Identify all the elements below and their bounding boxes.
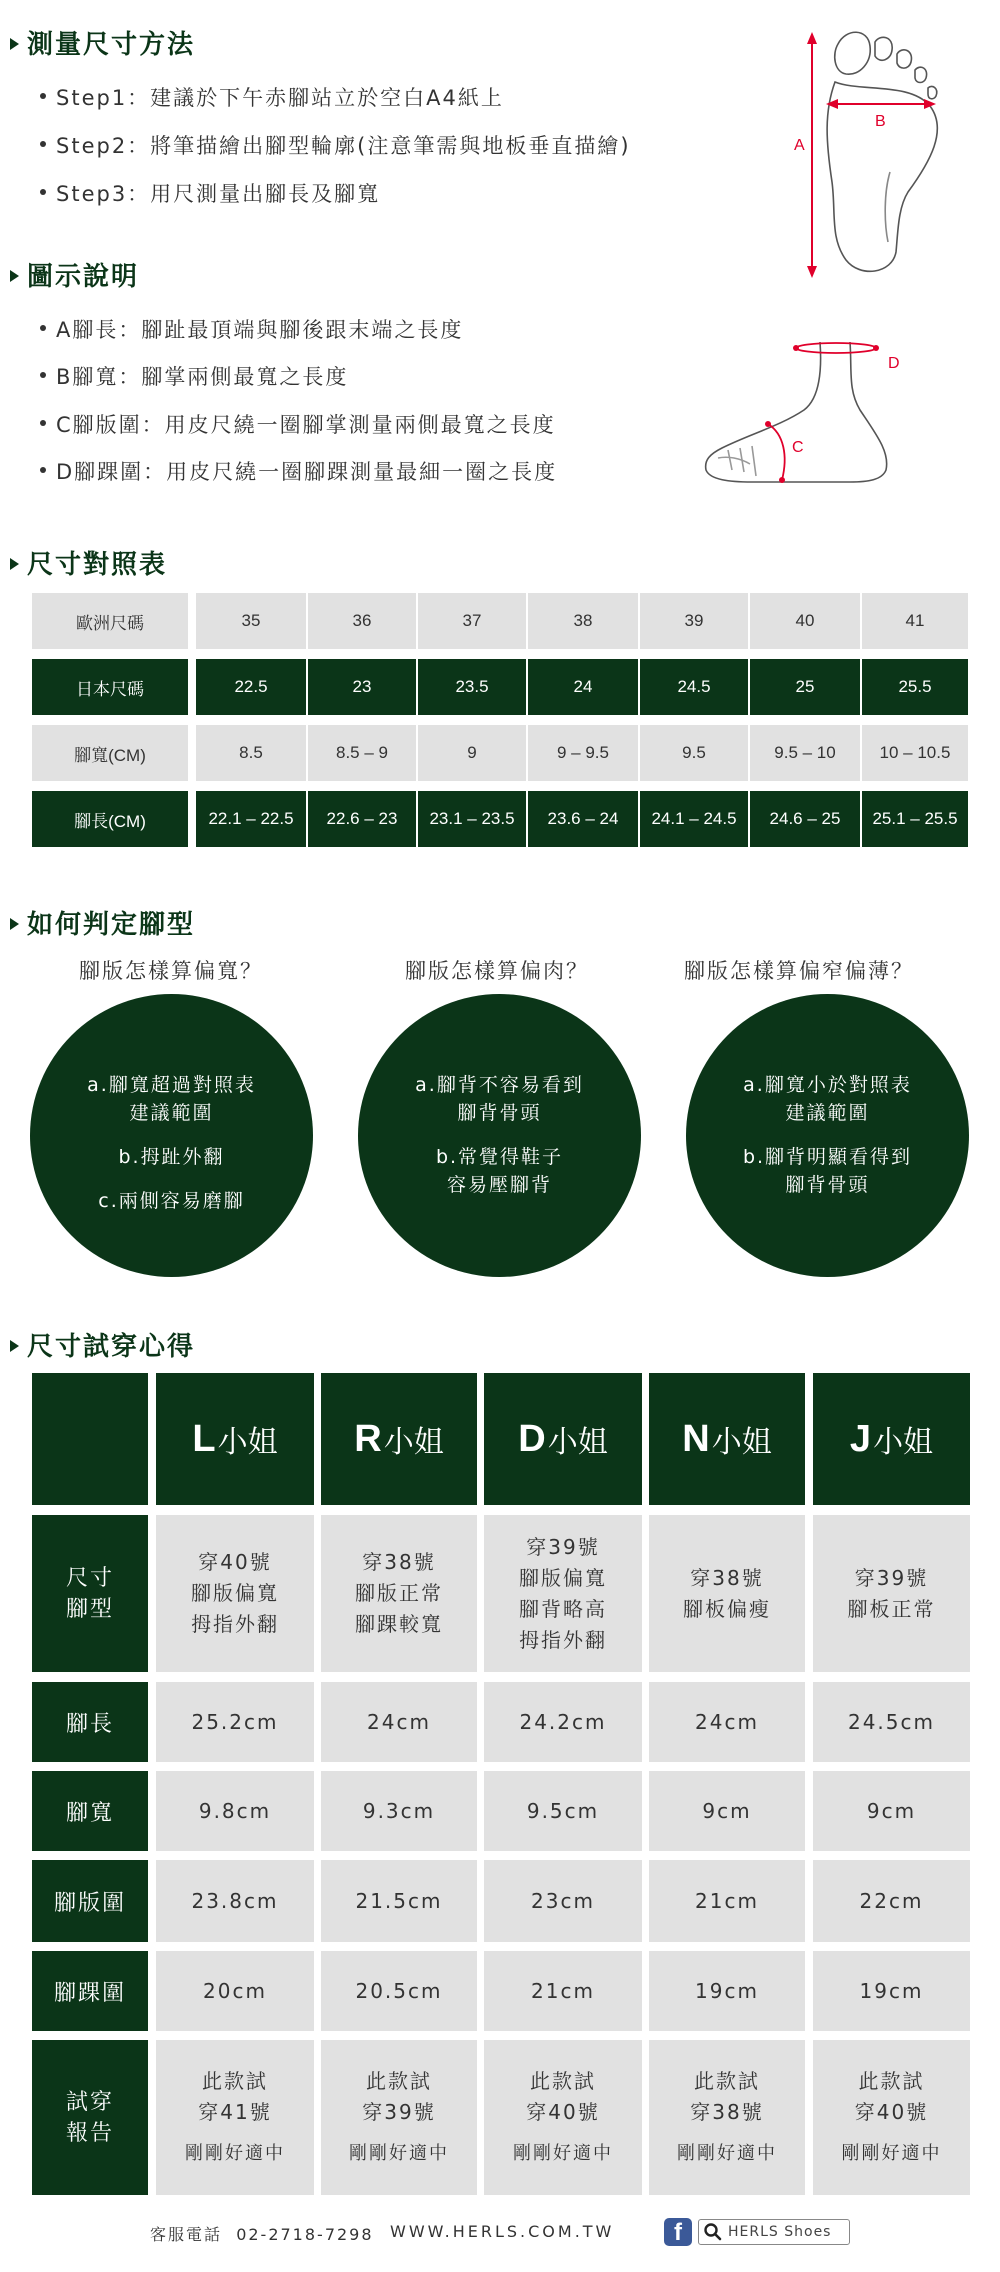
cell-line: 腳版偏寬 — [519, 1565, 607, 1590]
cell-line: 穿39號 — [854, 1565, 929, 1590]
facebook-icon[interactable]: f — [664, 2218, 692, 2246]
cell-line: 腳版正常 — [355, 1581, 443, 1605]
legend-item-d — [40, 456, 557, 486]
size-cell: 25.1 – 25.5 — [862, 791, 968, 847]
ball-cell: 23cm — [484, 1860, 642, 1942]
fitting-person-d — [484, 1373, 642, 1505]
size-cell: 24.5 — [640, 659, 750, 715]
row-label-line: 試穿 — [65, 2089, 114, 2115]
legend-item-a — [40, 314, 463, 344]
bullet-dot-icon — [40, 325, 46, 331]
size-cell: 22.6 – 23 — [308, 791, 418, 847]
legend-item-b — [40, 361, 348, 391]
footer-website-link[interactable]: WWW.HERLS.COM.TW — [390, 2222, 615, 2241]
size-row-eu — [32, 593, 968, 649]
size-row-jp — [32, 659, 968, 715]
label-a: A — [794, 137, 805, 154]
cell-line: 此款試 — [694, 2069, 760, 2093]
circle-line: c.兩側容易磨腳 — [98, 1190, 245, 1212]
section-title-size-chart — [10, 544, 167, 581]
section-title-legend — [10, 256, 139, 293]
row-label-line: 腳型 — [65, 1596, 114, 1622]
cell-line: 腳踝較寬 — [355, 1612, 443, 1636]
size-cell: 37 — [418, 593, 528, 649]
size-type-cell — [813, 1515, 970, 1672]
fitting-corner-cell — [32, 1373, 148, 1505]
person-suffix: 小姐 — [711, 1425, 772, 1460]
foot-type-question-fleshy: 腳版怎樣算偏肉？ — [405, 959, 589, 983]
size-cell: 9.5 – 10 — [750, 725, 862, 781]
size-cell: 24.1 – 24.5 — [640, 791, 750, 847]
row-label-line: 尺寸 — [65, 1565, 114, 1591]
cell-line: 穿40號 — [198, 1550, 272, 1574]
ankle-cell: 21cm — [484, 1951, 642, 2031]
label-b: B — [875, 113, 886, 130]
fitting-person-n — [649, 1373, 805, 1505]
row-label-line: 報告 — [65, 2120, 114, 2146]
cell-line: 腳板正常 — [847, 1596, 936, 1621]
step-text: Step3：用尺測量出腳長及腳寬 — [56, 182, 381, 206]
circle-line: 建議範圍 — [785, 1102, 870, 1124]
section-title-foot-type — [10, 904, 195, 941]
ankle-cell: 20.5cm — [321, 1951, 477, 2031]
foot-type-circle-wide — [30, 994, 313, 1277]
cell-line: 剛剛好適中 — [677, 2143, 777, 2164]
size-row-length — [32, 791, 968, 847]
size-cell: 24 — [528, 659, 640, 715]
ball-cell: 21cm — [649, 1860, 805, 1942]
size-cell: 9 – 9.5 — [528, 725, 640, 781]
size-cell: 36 — [308, 593, 418, 649]
foot-type-circle-fleshy — [358, 994, 641, 1277]
bullet-dot-icon — [40, 93, 46, 99]
cell-line: 穿40號 — [526, 2100, 600, 2124]
person-suffix: 小姐 — [383, 1425, 444, 1460]
cell-line: 腳背略高 — [519, 1596, 607, 1621]
size-cell: 23.1 – 23.5 — [418, 791, 528, 847]
circle-line: 容易壓腳背 — [446, 1174, 552, 1196]
size-cell: 41 — [862, 593, 968, 649]
cell-line: 拇指外翻 — [191, 1612, 279, 1636]
person-suffix: 小姐 — [547, 1425, 608, 1460]
cell-line: 剛剛好適中 — [513, 2143, 613, 2164]
facebook-search-box[interactable] — [698, 2219, 850, 2245]
cell-line: 剛剛好適中 — [185, 2143, 285, 2164]
size-type-cell — [156, 1515, 314, 1672]
report-cell — [484, 2040, 642, 2195]
foot-side-diagram — [700, 330, 965, 490]
size-cell: 25 — [750, 659, 862, 715]
footer-phone — [150, 2222, 374, 2245]
bullet-dot-icon — [40, 189, 46, 195]
report-cell — [649, 2040, 805, 2195]
circle-line: b.腳背明顯看得到 — [742, 1146, 913, 1168]
row-header: 日本尺碼 — [32, 659, 188, 715]
size-cell: 23 — [308, 659, 418, 715]
cell-line: 此款試 — [366, 2069, 432, 2093]
length-cell: 25.2cm — [156, 1682, 314, 1762]
row-header-size-type — [32, 1515, 148, 1672]
length-cell: 24cm — [321, 1682, 477, 1762]
fitting-person-l — [156, 1373, 314, 1505]
row-header: 腳長(CM) — [32, 791, 188, 847]
cell-line: 穿40號 — [854, 2100, 929, 2124]
size-cell: 22.5 — [196, 659, 308, 715]
search-icon — [702, 2221, 724, 2243]
step-text: Step1：建議於下午赤腳站立於空白A4紙上 — [56, 86, 504, 110]
row-header-ball: 腳版圍 — [32, 1860, 148, 1942]
width-cell: 9.5cm — [484, 1771, 642, 1851]
phone-label: 客服電話 — [150, 2225, 223, 2244]
width-cell: 9cm — [649, 1771, 805, 1851]
length-cell: 24.2cm — [484, 1682, 642, 1762]
row-header-width: 腳寬 — [32, 1771, 148, 1851]
size-cell: 23.6 – 24 — [528, 791, 640, 847]
length-cell: 24cm — [649, 1682, 805, 1762]
size-row-width — [32, 725, 968, 781]
person-letter: L — [192, 1417, 216, 1460]
foot-type-question-narrow: 腳版怎樣算偏窄偏薄？ — [684, 959, 914, 983]
cell-line: 穿38號 — [690, 1565, 764, 1590]
legend-text: D腳踝圍：用皮尺繞一圈腳踝測量最細一圈之長度 — [56, 460, 558, 484]
person-letter: N — [682, 1417, 710, 1460]
report-cell — [156, 2040, 314, 2195]
row-header-length: 腳長 — [32, 1682, 148, 1762]
ankle-cell: 19cm — [649, 1951, 805, 2031]
ball-cell: 21.5cm — [321, 1860, 477, 1942]
row-header: 腳寬(CM) — [32, 725, 188, 781]
foot-sole-diagram — [780, 22, 980, 284]
size-type-cell — [321, 1515, 477, 1672]
label-d: D — [888, 355, 900, 372]
size-cell: 9 — [418, 725, 528, 781]
triangle-icon — [10, 38, 19, 50]
size-cell: 38 — [528, 593, 640, 649]
search-text: HERLS Shoes — [728, 2224, 832, 2240]
section-title-fitting — [10, 1326, 195, 1363]
size-cell: 8.5 — [196, 725, 308, 781]
cell-line: 此款試 — [202, 2069, 268, 2093]
section-title-measure — [10, 24, 195, 61]
cell-line: 穿39號 — [526, 1534, 600, 1559]
section-title-text: 如何判定腳型 — [27, 910, 196, 940]
size-type-cell — [484, 1515, 642, 1672]
size-cell: 40 — [750, 593, 862, 649]
circle-line: b.常覺得鞋子 — [435, 1146, 564, 1168]
size-cell: 8.5 – 9 — [308, 725, 418, 781]
width-cell: 9cm — [813, 1771, 970, 1851]
cell-line: 此款試 — [530, 2069, 596, 2093]
cell-line: 剛剛好適中 — [349, 2143, 449, 2164]
section-title-text: 尺寸對照表 — [27, 550, 168, 580]
size-cell: 25.5 — [862, 659, 968, 715]
cell-line: 穿38號 — [362, 1550, 436, 1574]
cell-line: 穿41號 — [198, 2100, 272, 2124]
cell-line: 此款試 — [858, 2069, 925, 2093]
row-header: 歐洲尺碼 — [32, 593, 188, 649]
fitting-person-r — [321, 1373, 477, 1505]
length-cell: 24.5cm — [813, 1682, 970, 1762]
size-cell: 39 — [640, 593, 750, 649]
triangle-icon — [10, 558, 19, 570]
size-type-cell — [649, 1515, 805, 1672]
person-letter: D — [518, 1417, 546, 1460]
size-cell: 24.6 – 25 — [750, 791, 862, 847]
row-header-ankle: 腳踝圍 — [32, 1951, 148, 2031]
size-cell: 35 — [196, 593, 308, 649]
section-title-text: 圖示說明 — [27, 262, 140, 292]
cell-line: 穿38號 — [690, 2100, 764, 2124]
ankle-cell: 19cm — [813, 1951, 970, 2031]
person-suffix: 小姐 — [217, 1425, 278, 1460]
step-text: Step2：將筆描繪出腳型輪廓(注意筆需與地板垂直描繪) — [56, 134, 631, 158]
measure-step-3 — [40, 178, 380, 208]
fitting-person-j — [813, 1373, 970, 1505]
legend-text: A腳長：腳趾最頂端與腳後跟末端之長度 — [56, 318, 464, 342]
circle-line: a.腳寬小於對照表 — [743, 1074, 912, 1096]
ball-cell: 23.8cm — [156, 1860, 314, 1942]
cell-line: 腳板偏瘦 — [683, 1596, 771, 1621]
circle-line: b.拇趾外翻 — [118, 1146, 225, 1168]
circle-line: 腳背骨頭 — [785, 1174, 870, 1196]
width-cell: 9.8cm — [156, 1771, 314, 1851]
size-cell: 23.5 — [418, 659, 528, 715]
ankle-cell: 20cm — [156, 1951, 314, 2031]
triangle-icon — [10, 1340, 19, 1352]
size-cell: 10 – 10.5 — [862, 725, 968, 781]
person-letter: J — [849, 1417, 872, 1460]
foot-type-question-wide: 腳版怎樣算偏寬？ — [79, 959, 263, 983]
circle-line: 腳背骨頭 — [457, 1102, 542, 1124]
cell-line: 剛剛好適中 — [841, 2143, 942, 2164]
report-cell — [321, 2040, 477, 2195]
ball-cell: 22cm — [813, 1860, 970, 1942]
section-title-text: 尺寸試穿心得 — [27, 1332, 196, 1362]
bullet-dot-icon — [40, 420, 46, 426]
person-letter: R — [354, 1417, 382, 1460]
cell-line: 腳版偏寬 — [191, 1581, 279, 1605]
measure-step-2 — [40, 130, 631, 160]
width-cell: 9.3cm — [321, 1771, 477, 1851]
circle-line: a.腳寬超過對照表 — [87, 1074, 256, 1096]
triangle-icon — [10, 270, 19, 282]
measure-step-1 — [40, 82, 504, 112]
circle-line: 建議範圍 — [129, 1102, 214, 1124]
label-c: C — [792, 439, 804, 456]
foot-type-circle-narrow — [686, 994, 969, 1277]
cell-line: 穿39號 — [362, 2100, 436, 2124]
cell-line: 拇指外翻 — [519, 1627, 607, 1652]
size-cell: 22.1 – 22.5 — [196, 791, 308, 847]
legend-item-c — [40, 409, 556, 439]
legend-text: C腳版圍：用皮尺繞一圈腳掌測量兩側最寬之長度 — [56, 413, 556, 437]
bullet-dot-icon — [40, 467, 46, 473]
circle-line: a.腳背不容易看到 — [415, 1074, 584, 1096]
bullet-dot-icon — [40, 372, 46, 378]
row-header-report — [32, 2040, 148, 2195]
phone-number: 02-2718-7298 — [236, 2225, 374, 2244]
report-cell — [813, 2040, 970, 2195]
bullet-dot-icon — [40, 141, 46, 147]
size-cell: 9.5 — [640, 725, 750, 781]
triangle-icon — [10, 918, 19, 930]
person-suffix: 小姐 — [873, 1425, 934, 1460]
section-title-text: 測量尺寸方法 — [27, 30, 196, 60]
legend-text: B腳寬：腳掌兩側最寬之長度 — [56, 365, 349, 389]
